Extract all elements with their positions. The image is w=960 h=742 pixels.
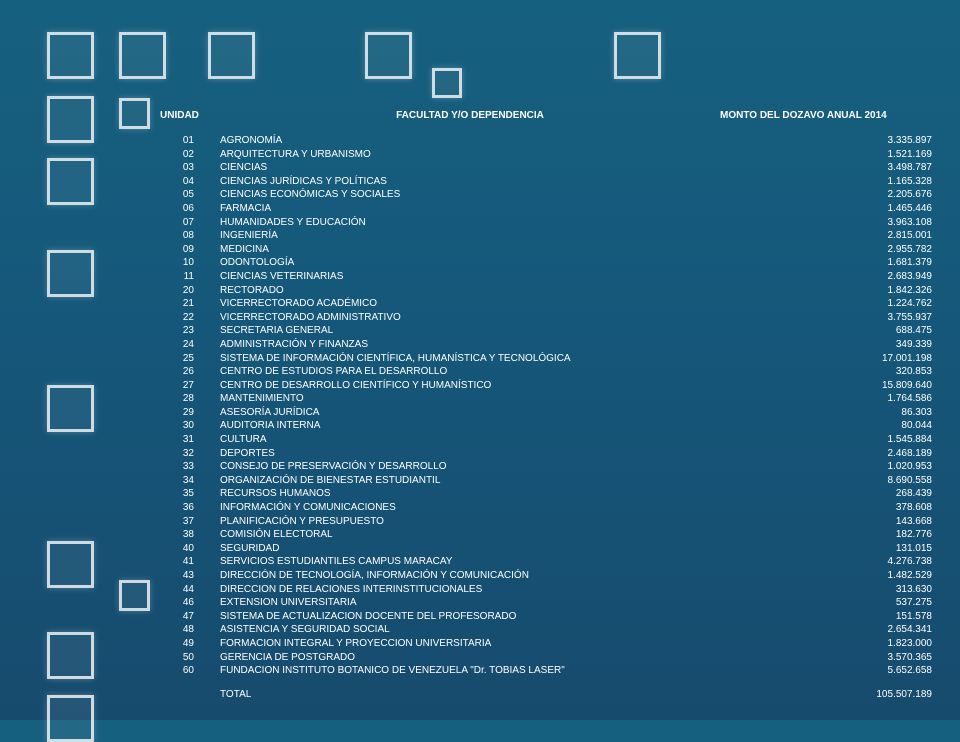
unit-code: 25 — [182, 352, 194, 364]
unit-name: CIENCIAS — [220, 162, 268, 174]
unit-amount: 313.630 — [895, 583, 932, 595]
unit-amount: 17.001.198 — [881, 352, 932, 364]
header-amount: MONTO DEL DOZAVO ANUAL 2014 — [720, 110, 887, 121]
unit-name: CULTURA — [220, 434, 267, 446]
unit-name: DEPORTES — [220, 447, 275, 459]
unit-code: 26 — [182, 366, 194, 378]
table-row — [160, 270, 932, 284]
unit-amount: 378.608 — [895, 502, 932, 514]
table-row — [160, 338, 932, 352]
unit-name: CIENCIAS JURÍDICAS Y POLÍTICAS — [220, 175, 387, 187]
decor-square — [47, 695, 94, 742]
unit-code: 47 — [182, 610, 194, 622]
table-row — [160, 623, 932, 637]
unit-amount: 1.842.326 — [887, 284, 932, 296]
table-row — [160, 406, 932, 420]
header-faculty: FACULTAD Y/O DEPENDENCIA — [396, 110, 544, 121]
table-body — [160, 124, 932, 701]
unit-amount: 3.755.937 — [887, 311, 932, 323]
unit-amount: 2.654.341 — [887, 624, 932, 636]
unit-amount: 2.468.189 — [887, 447, 932, 459]
unit-amount: 4.276.738 — [887, 556, 932, 568]
budget-table-container — [160, 108, 932, 701]
unit-code: 20 — [182, 284, 194, 296]
table-row — [160, 311, 932, 325]
unit-code: 29 — [182, 406, 194, 418]
unit-amount: 1.224.762 — [887, 298, 932, 310]
unit-code: 36 — [182, 502, 194, 514]
unit-code: 24 — [182, 338, 194, 350]
unit-amount: 8.690.558 — [887, 474, 932, 486]
unit-code: 22 — [182, 311, 194, 323]
unit-name: EXTENSION UNIVERSITARIA — [220, 597, 357, 609]
unit-name: MANTENIMIENTO — [220, 393, 304, 405]
decor-square — [208, 32, 255, 79]
unit-name: AGRONOMÍA — [220, 135, 283, 146]
unit-code: 30 — [182, 420, 194, 432]
table-row — [160, 256, 932, 270]
unit-amount: 1.482.529 — [887, 570, 932, 581]
table-row — [160, 324, 932, 338]
unit-amount: 537.275 — [895, 597, 932, 609]
table-row — [160, 528, 932, 542]
unit-name: AUDITORIA INTERNA — [220, 420, 321, 432]
unit-name: CENTRO DE ESTUDIOS PARA EL DESARROLLO — [220, 366, 448, 378]
header-row — [160, 108, 932, 124]
table-row — [160, 596, 932, 610]
unit-name: CIENCIAS VETERINARIAS — [220, 270, 344, 282]
table-row — [160, 569, 932, 583]
unit-name: FORMACION INTEGRAL Y PROYECCION UNIVERSITARIA — [220, 637, 492, 649]
unit-name: VICERRECTORADO ACADÉMICO — [220, 298, 378, 310]
total-amount: 105.507.189 — [876, 688, 932, 700]
table-row — [160, 161, 932, 175]
table-row — [160, 610, 932, 624]
unit-amount: 1.681.379 — [887, 257, 932, 269]
unit-code: 37 — [182, 515, 194, 527]
unit-amount: 1.764.586 — [887, 393, 932, 405]
table-row — [160, 664, 932, 678]
unit-amount: 1.465.446 — [887, 202, 932, 214]
unit-code: 48 — [182, 624, 194, 636]
unit-name: DIRECCION DE RELACIONES INTERINSTITUCIONALES — [220, 583, 483, 595]
unit-code: 40 — [182, 542, 194, 554]
table-row — [160, 365, 932, 379]
unit-code: 21 — [182, 298, 194, 310]
unit-name: INGENIERÍA — [220, 230, 278, 242]
unit-name: ASISTENCIA Y SEGURIDAD SOCIAL — [220, 624, 390, 636]
unit-amount: 3.963.108 — [887, 216, 932, 228]
unit-name: GERENCIA DE POSTGRADO — [220, 651, 356, 663]
unit-code: 01 — [182, 135, 194, 146]
unit-amount: 320.853 — [895, 366, 932, 378]
unit-amount: 143.668 — [895, 515, 932, 527]
decor-square — [47, 632, 94, 679]
unit-code: 04 — [182, 175, 194, 187]
decor-square — [47, 541, 94, 588]
unit-code: 09 — [182, 243, 194, 255]
decor-square — [47, 158, 94, 205]
unit-name: SISTEMA DE INFORMACIÓN CIENTÍFICA, HUMANÍSTICA Y TECNOLÓGICA — [220, 352, 571, 364]
table-row — [160, 202, 932, 216]
unit-code: 06 — [182, 202, 194, 214]
unit-amount: 268.439 — [895, 488, 932, 500]
unit-amount: 2.955.782 — [887, 243, 932, 255]
table-row — [160, 447, 932, 461]
table-row — [160, 487, 932, 501]
unit-code: 10 — [182, 257, 194, 269]
unit-name: ORGANIZACIÓN DE BIENESTAR ESTUDIANTIL — [220, 474, 441, 486]
table-row — [160, 134, 932, 148]
unit-amount: 86.303 — [901, 406, 932, 418]
unit-name: PLANIFICACIÓN Y PRESUPUESTO — [220, 515, 384, 527]
table-row — [160, 555, 932, 569]
table-row — [160, 651, 932, 665]
decor-square — [119, 98, 150, 129]
unit-name: SERVICIOS ESTUDIANTILES CAMPUS MARACAY — [220, 556, 453, 568]
unit-amount: 3.570.365 — [887, 651, 932, 663]
total-label: TOTAL — [220, 688, 252, 700]
unit-code: 35 — [182, 488, 194, 500]
table-row — [160, 392, 932, 406]
unit-name: MEDICINA — [220, 243, 269, 255]
table-row — [160, 175, 932, 189]
table-row — [160, 419, 932, 433]
unit-amount: 151.578 — [895, 610, 932, 622]
unit-amount: 5.652.658 — [887, 665, 932, 677]
unit-amount: 182.776 — [895, 529, 932, 541]
budget-table — [160, 108, 932, 701]
unit-name: CENTRO DE DESARROLLO CIENTÍFICO Y HUMANÍSTICO — [220, 379, 492, 391]
unit-code: 03 — [182, 162, 194, 174]
unit-amount: 2.683.949 — [887, 270, 932, 282]
unit-code: 32 — [182, 447, 194, 459]
total-row — [160, 688, 932, 702]
unit-code: 08 — [182, 230, 194, 242]
unit-code: 49 — [182, 637, 194, 649]
unit-name: FARMACIA — [220, 202, 272, 214]
unit-amount: 80.044 — [901, 420, 932, 432]
table-row — [160, 297, 932, 311]
decor-square — [365, 32, 412, 79]
table-row — [160, 637, 932, 651]
unit-amount: 1.020.953 — [887, 461, 932, 473]
unit-name: SECRETARIA GENERAL — [220, 325, 334, 337]
decor-square — [47, 385, 94, 432]
table-row — [160, 148, 932, 162]
table-row — [160, 229, 932, 243]
unit-code: 07 — [182, 216, 194, 228]
decor-square — [47, 250, 94, 297]
decor-square — [432, 68, 462, 98]
unit-code: 11 — [183, 270, 194, 282]
unit-amount: 2.815.001 — [887, 230, 932, 242]
unit-amount: 131.015 — [895, 542, 932, 554]
table-row — [160, 583, 932, 597]
unit-code: 43 — [182, 570, 194, 581]
unit-name: ODONTOLOGÍA — [220, 257, 295, 269]
decor-square — [47, 96, 94, 143]
unit-amount: 1.165.328 — [887, 175, 932, 187]
decor-square — [119, 580, 150, 611]
table-row — [160, 243, 932, 257]
unit-name: COMISIÓN ELECTORAL — [220, 529, 333, 541]
unit-name: HUMANIDADES Y EDUCACIÓN — [220, 216, 366, 228]
unit-code: 23 — [182, 325, 194, 337]
unit-code: 33 — [182, 461, 194, 473]
table-row — [160, 542, 932, 556]
unit-code: 34 — [182, 474, 194, 486]
unit-name: RECURSOS HUMANOS — [220, 488, 331, 500]
decor-square — [614, 32, 661, 79]
table-row — [160, 515, 932, 529]
table-row — [160, 216, 932, 230]
unit-amount: 688.475 — [895, 325, 932, 337]
unit-code: 05 — [182, 189, 194, 201]
unit-name: CONSEJO DE PRESERVACIÓN Y DESARROLLO — [220, 461, 447, 473]
unit-name: INFORMACIÓN Y COMUNICACIONES — [220, 502, 396, 514]
unit-amount: 2.205.676 — [887, 189, 932, 201]
unit-name: ADMINISTRACIÓN Y FINANZAS — [220, 338, 368, 350]
table-row — [160, 284, 932, 298]
unit-amount: 349.339 — [895, 338, 932, 350]
unit-name: DIRECCIÓN DE TECNOLOGÍA, INFORMACIÓN Y COMUNICACIÓN — [220, 570, 529, 581]
unit-code: 38 — [182, 529, 194, 541]
table-row — [160, 433, 932, 447]
unit-amount: 1.521.169 — [887, 148, 932, 160]
unit-name: CIENCIAS ECONÓMICAS Y SOCIALES — [220, 189, 401, 201]
unit-code: 02 — [182, 148, 194, 160]
table-row — [160, 501, 932, 515]
unit-amount: 3.335.897 — [887, 135, 932, 146]
unit-name: SEGURIDAD — [220, 542, 280, 554]
table-row — [160, 379, 932, 393]
header-unit: UNIDAD — [160, 110, 199, 121]
table-row — [160, 460, 932, 474]
unit-name: ASESORÍA JURÍDICA — [220, 406, 320, 418]
unit-code: 60 — [182, 665, 194, 677]
decor-square — [119, 32, 166, 79]
unit-code: 28 — [182, 393, 194, 405]
unit-code: 31 — [182, 434, 194, 446]
unit-name: FUNDACION INSTITUTO BOTANICO DE VENEZUELA "Dr. TOBIAS LASER" — [220, 665, 565, 677]
unit-name: VICERRECTORADO ADMINISTRATIVO — [220, 311, 401, 323]
unit-code: 44 — [182, 583, 194, 595]
table-row — [160, 188, 932, 202]
unit-code: 27 — [182, 379, 194, 391]
table-row — [160, 474, 932, 488]
unit-code: 46 — [182, 597, 194, 609]
unit-amount: 15.809.640 — [881, 379, 932, 391]
unit-amount: 1.545.884 — [887, 434, 932, 446]
unit-code: 41 — [182, 556, 194, 568]
decor-square — [47, 32, 94, 79]
unit-name: ARQUITECTURA Y URBANISMO — [220, 148, 371, 160]
unit-name: RECTORADO — [220, 284, 284, 296]
unit-amount: 1.823.000 — [887, 637, 932, 649]
unit-name: SISTEMA DE ACTUALIZACION DOCENTE DEL PROFESORADO — [220, 610, 517, 622]
unit-amount: 3.498.787 — [887, 162, 932, 174]
unit-code: 50 — [182, 651, 194, 663]
table-row — [160, 352, 932, 366]
